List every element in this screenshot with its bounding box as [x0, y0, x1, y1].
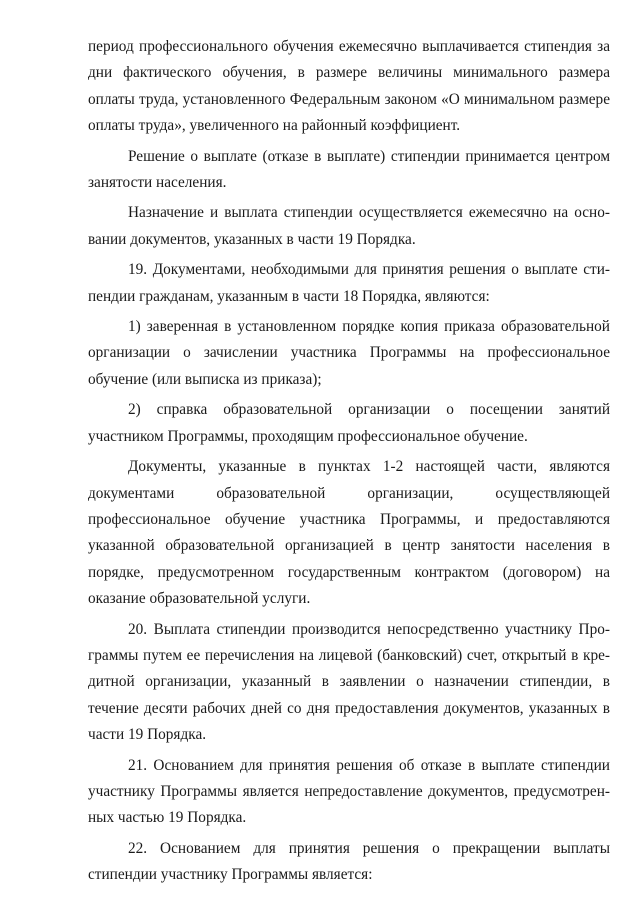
- paragraph-item-2: 2) справка образовательной организации о посещении занятий участником Программы, проходящим профессиональное обучение.: [88, 401, 610, 445]
- paragraph-period-stipend: период профессионального обучения ежемесячно выплачивается стипендия за дни фактического обучения, в размере величины минимального размера оплаты труда, установленного Федеральным законом «О минимальном размере оплаты труда», увеличенного на районный коэффициент.: [88, 38, 610, 135]
- paragraph-monthly-payment: Назначение и выплата стипендии осуществляется ежемесячно на основании документов, указанных в части 19 Порядка.: [88, 204, 610, 248]
- paragraph-section-21: 21. Основанием для принятия решения об отказе в выплате стипендии участнику Программы является непредоставление документов, предусмотренных частью 19 Порядка.: [88, 756, 610, 827]
- paragraph-item-1: 1) заверенная в установленном порядке копия приказа образовательной организации о зачислении участника Программы на профессиональное обучение (или выписка из приказа);: [88, 318, 610, 388]
- paragraph-documents-note: Документы, указанные в пунктах 1-2 настоящей части, являются документами образовательной организации, осуществляющей профессиональное обучение участника Программы, и предоставляются указанной образовательной организацией в центр занятости населения в порядке, предусмотренном государственным контрактом (договором) на оказание образовательной услуги.: [88, 458, 610, 608]
- paragraph-section-22: 22. Основанием для принятия решения о прекращении выплаты стипендии участнику Программы является:: [88, 839, 610, 884]
- paragraph-decision-authority: Решение о выплате (отказе в выплате) стипендии принимается центром занятости населения.: [88, 147, 610, 192]
- paragraph-section-20: 20. Выплата стипендии производится непосредственно участнику Программы путем ее перечисления на лицевой (банковский) счет, открытый в кредитной организации, указанный в заявлении о назначении стипендии, в течение десяти рабочих дней со дня предоставления документов, указанных в части 19 Порядка.: [88, 620, 610, 744]
- paragraph-section-19: 19. Документами, необходимыми для принятия решения о выплате стипендии гражданам, указанным в части 18 Порядка, являются:: [88, 261, 610, 305]
